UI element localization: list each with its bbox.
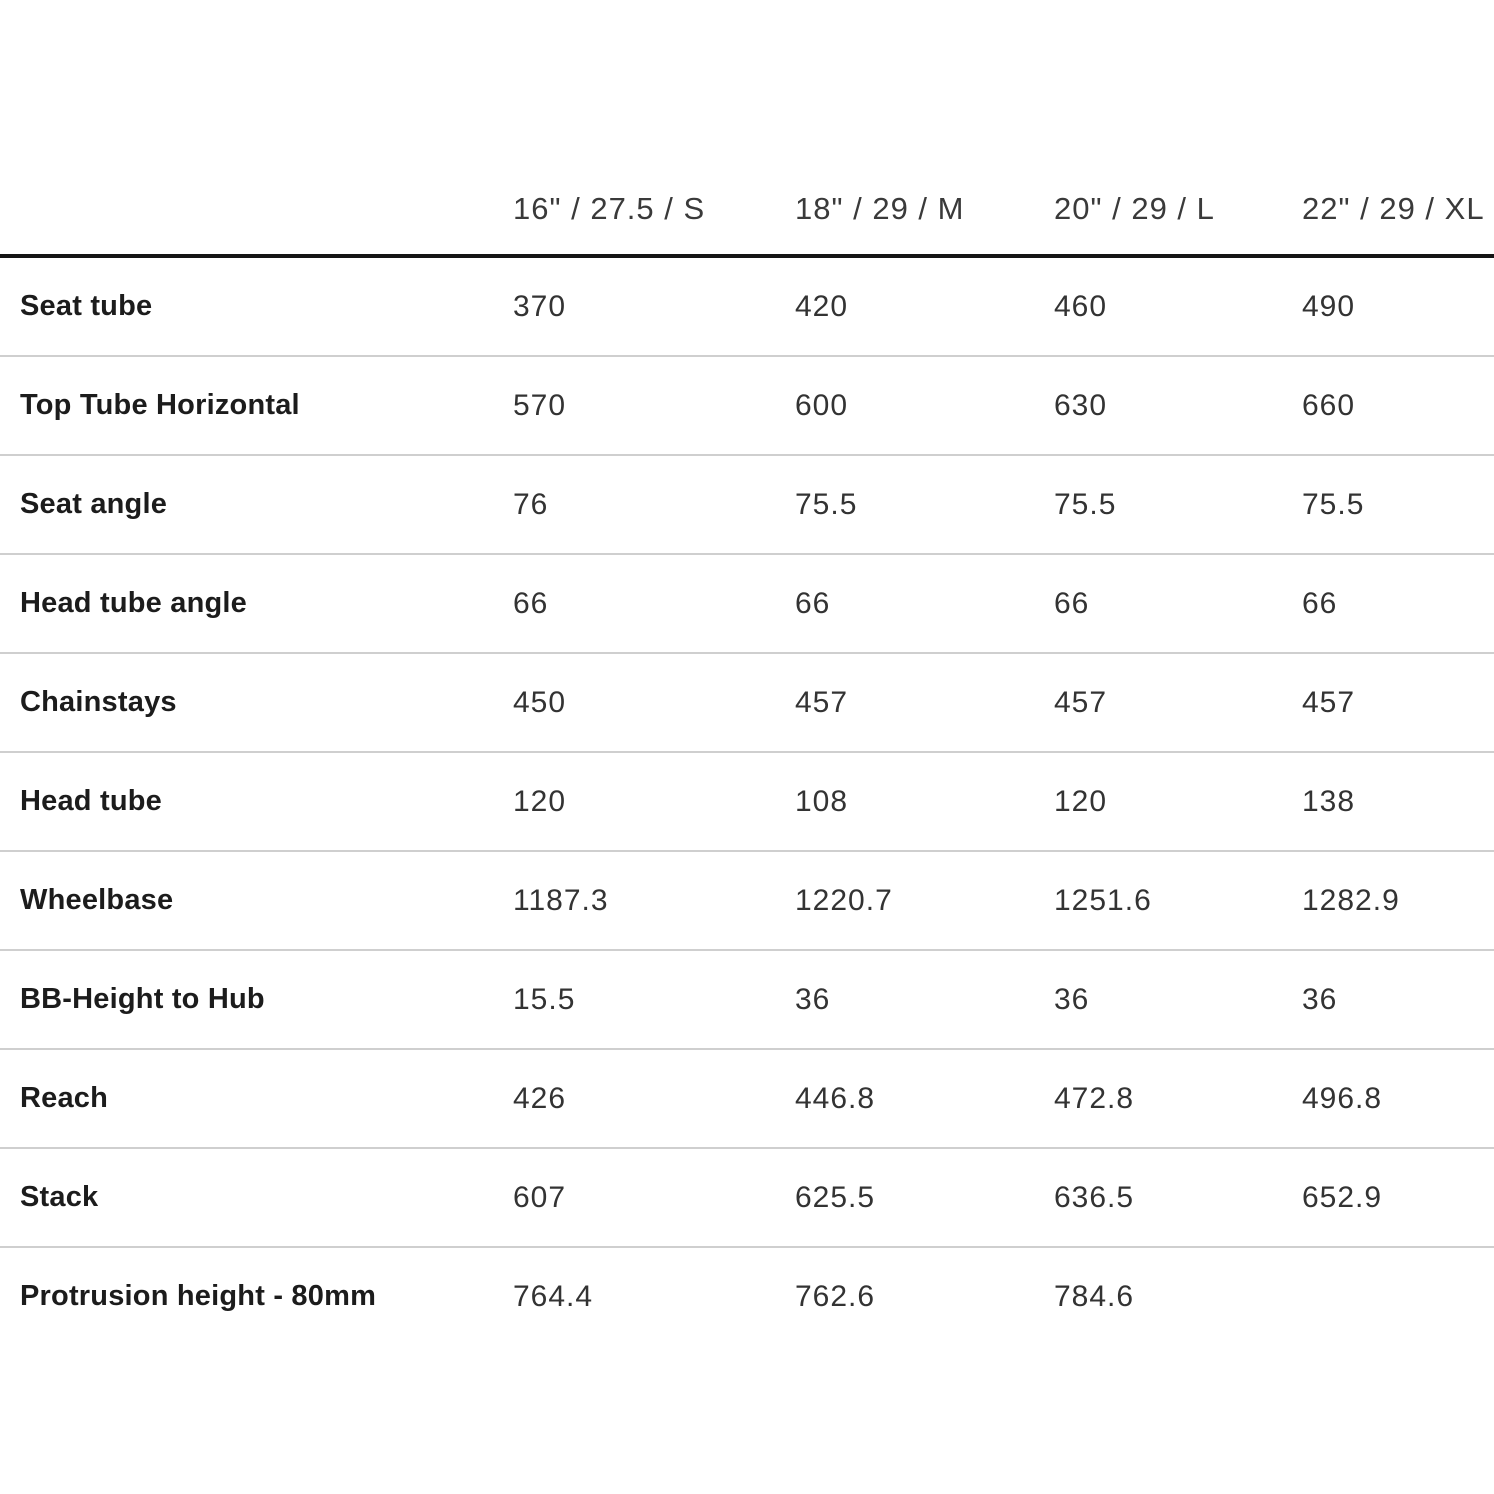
table-cell: 138 — [1302, 784, 1356, 818]
table-cell: 607 — [513, 1180, 567, 1214]
row-label: Head tube angle — [20, 587, 247, 619]
table-cell: 460 — [1054, 289, 1108, 323]
table-cell: 600 — [795, 388, 849, 422]
table-cell: 450 — [513, 685, 567, 719]
table-cell: 36 — [1302, 982, 1338, 1016]
column-header-size-xl: 22" / 29 / XL — [1302, 191, 1485, 226]
table-cell: 75.5 — [1054, 487, 1117, 521]
table-cell: 457 — [1302, 685, 1356, 719]
table-cell: 1220.7 — [795, 883, 893, 917]
table-cell: 36 — [1054, 982, 1090, 1016]
row-label: Reach — [20, 1082, 109, 1114]
table-cell: 36 — [795, 982, 831, 1016]
table-cell: 66 — [1054, 586, 1090, 620]
table-cell: 108 — [795, 784, 849, 818]
table-cell: 764.4 — [513, 1279, 594, 1313]
table-cell: 1282.9 — [1302, 883, 1400, 917]
table-cell: 120 — [1054, 784, 1108, 818]
table-cell: 370 — [513, 289, 567, 323]
table-cell: 1251.6 — [1054, 883, 1152, 917]
table-cell: 660 — [1302, 388, 1356, 422]
table-row — [0, 555, 1494, 654]
row-label: Seat tube — [20, 290, 153, 322]
table-cell: 66 — [1302, 586, 1338, 620]
table-cell: 120 — [513, 784, 567, 818]
column-header-size-s: 16" / 27.5 / S — [513, 191, 706, 226]
table-cell: 420 — [795, 289, 849, 323]
table-cell: 784.6 — [1054, 1279, 1135, 1313]
table-row — [0, 753, 1494, 852]
table-row — [0, 1248, 1494, 1345]
table-cell: 75.5 — [795, 487, 858, 521]
table-row — [0, 456, 1494, 555]
row-label: Head tube — [20, 785, 162, 817]
table-cell: 15.5 — [513, 982, 576, 1016]
table-cell: 76 — [513, 487, 549, 521]
row-label: Wheelbase — [20, 884, 174, 916]
table-cell: 570 — [513, 388, 567, 422]
table-row — [0, 852, 1494, 951]
table-cell: 457 — [1054, 685, 1108, 719]
table-row — [0, 1149, 1494, 1248]
table-cell: 472.8 — [1054, 1081, 1135, 1115]
table-cell: 652.9 — [1302, 1180, 1383, 1214]
row-label: Stack — [20, 1181, 99, 1213]
table-row — [0, 951, 1494, 1050]
row-label: Chainstays — [20, 686, 177, 718]
table-row — [0, 258, 1494, 357]
table-row — [0, 357, 1494, 456]
row-label: Protrusion height - 80mm — [20, 1280, 377, 1312]
table-row — [0, 654, 1494, 753]
column-header-size-l: 20" / 29 / L — [1054, 191, 1215, 226]
table-cell: 426 — [513, 1081, 567, 1115]
table-cell: 630 — [1054, 388, 1108, 422]
table-cell: 446.8 — [795, 1081, 876, 1115]
column-header-size-m: 18" / 29 / M — [795, 191, 965, 226]
table-cell: 625.5 — [795, 1180, 876, 1214]
table-row — [0, 1050, 1494, 1149]
table-header-row — [0, 160, 1494, 258]
table-cell: 66 — [795, 586, 831, 620]
table-cell: 457 — [795, 685, 849, 719]
table-cell: 636.5 — [1054, 1180, 1135, 1214]
row-label: BB-Height to Hub — [20, 983, 265, 1015]
row-label: Top Tube Horizontal — [20, 389, 300, 421]
row-label: Seat angle — [20, 488, 168, 520]
table-cell: 496.8 — [1302, 1081, 1383, 1115]
table-cell: 75.5 — [1302, 487, 1365, 521]
table-cell: 490 — [1302, 289, 1356, 323]
table-cell: 66 — [513, 586, 549, 620]
table-cell: 1187.3 — [513, 883, 609, 917]
table-cell: 762.6 — [795, 1279, 876, 1313]
geometry-table — [0, 160, 1494, 1345]
